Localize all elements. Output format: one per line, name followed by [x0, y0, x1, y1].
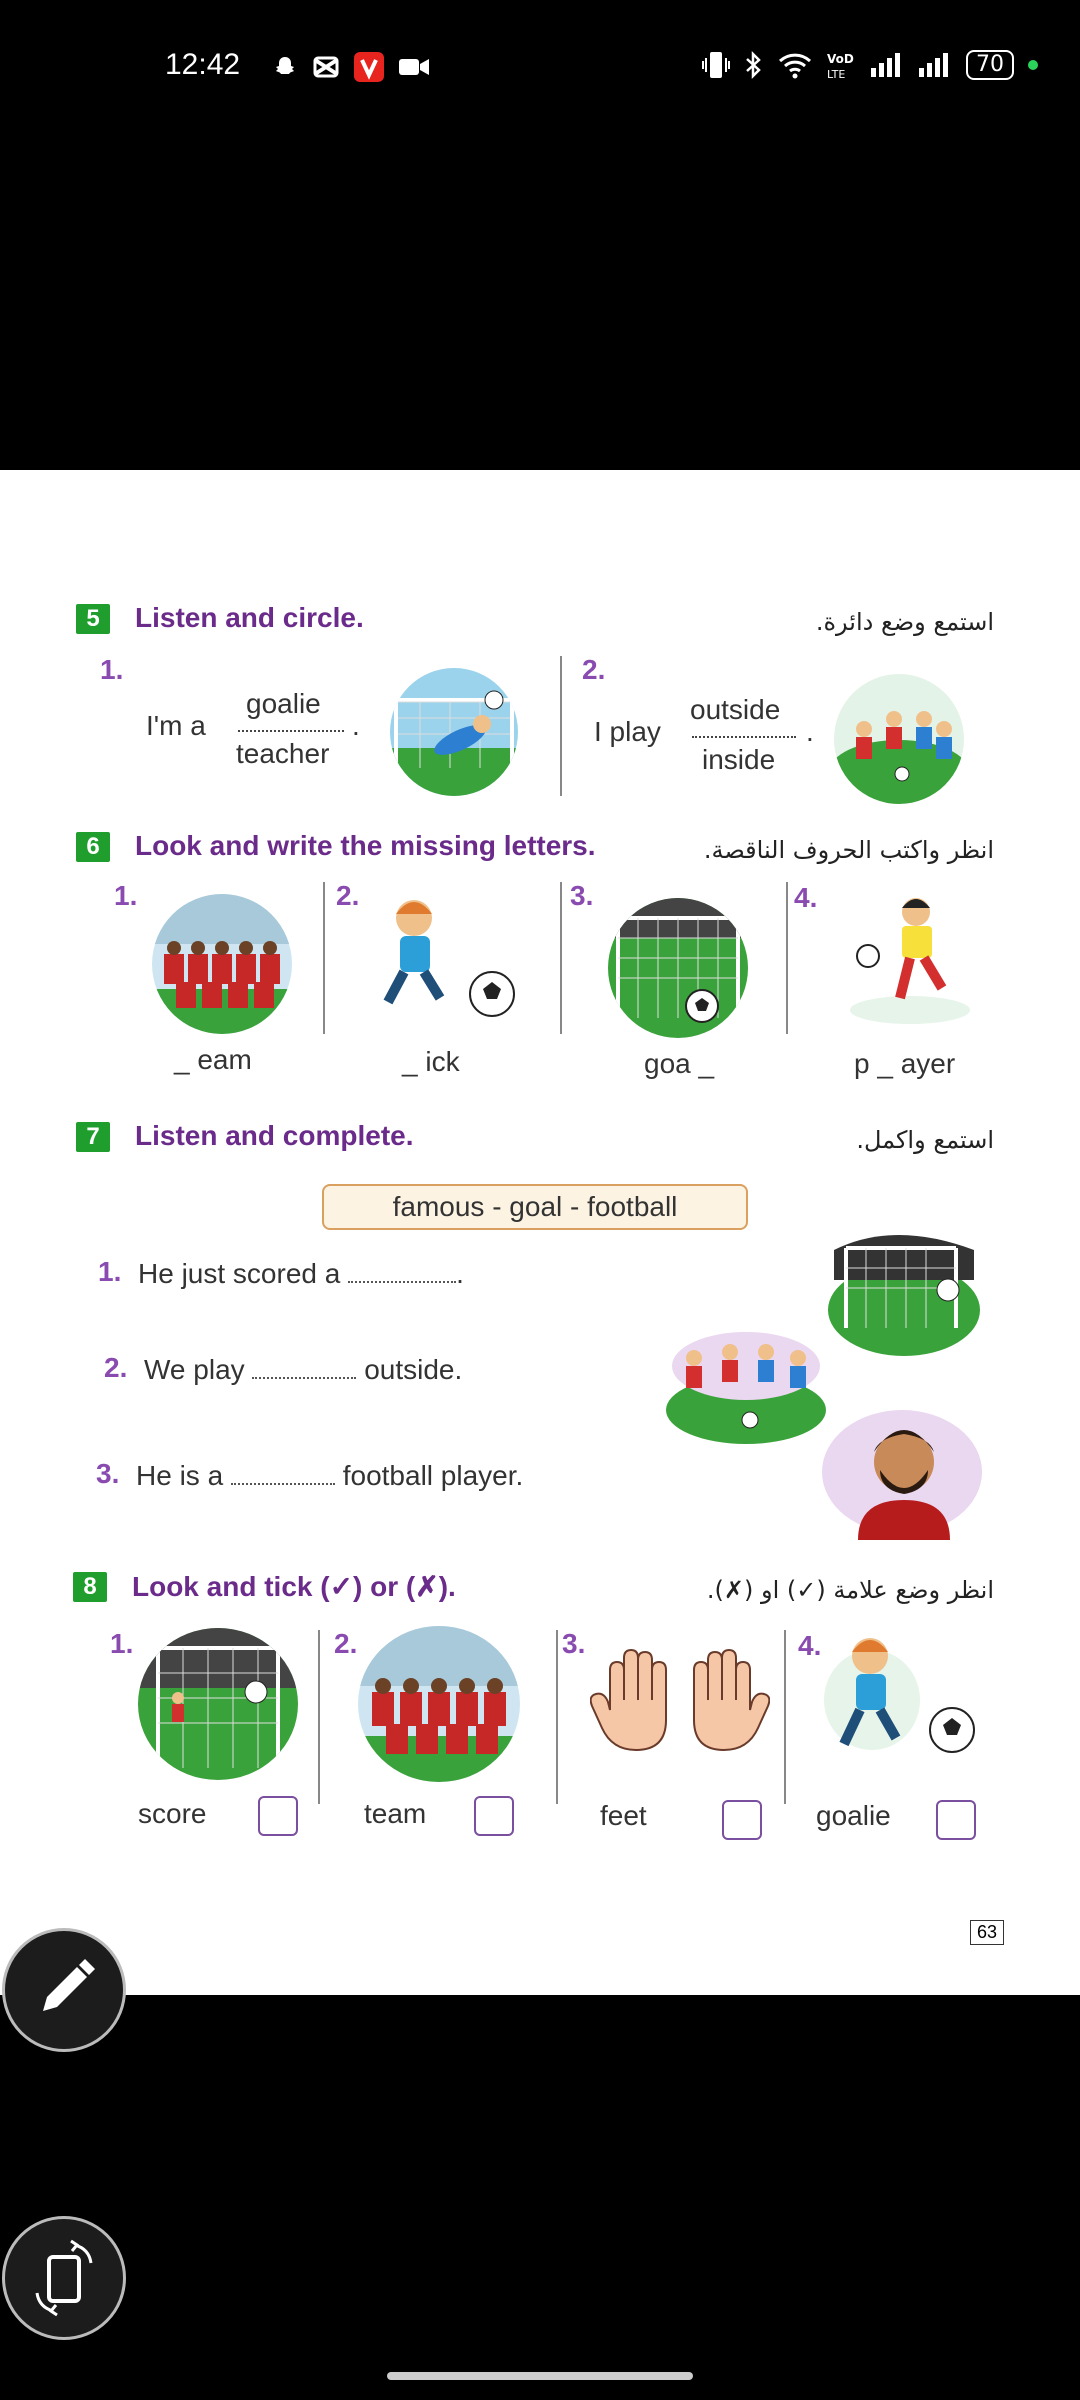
- s7-sentence-3-text: He is a football player.: [136, 1460, 524, 1491]
- kids-playing-football-image: [834, 674, 964, 804]
- page-number: 63: [970, 1920, 1004, 1945]
- svg-text:LTE: LTE: [827, 68, 846, 80]
- battery-indicator: 70: [966, 50, 1014, 80]
- wifi-icon: [778, 51, 812, 79]
- s8-item-4-word: goalie: [816, 1800, 891, 1831]
- status-right: [702, 50, 1038, 80]
- status-bar: [0, 0, 1080, 140]
- signal-icon: [918, 52, 952, 78]
- section-5-arabic: استمع وضع دائرة.: [815, 608, 994, 636]
- bluetooth-icon: [744, 50, 764, 80]
- football-player-portrait-image: [822, 1404, 982, 1540]
- section-7-arabic: استمع واكمل.: [856, 1126, 994, 1154]
- s8-item-2-num: 2.: [334, 1628, 358, 1659]
- s5-item-2-option-top[interactable]: outside: [690, 694, 781, 725]
- section-6-title: Look and write the missing letters.: [135, 830, 596, 861]
- privacy-dot: [1028, 60, 1038, 70]
- s5-item-1-line: [238, 730, 344, 732]
- boy-kicking-image-2: [822, 1630, 982, 1770]
- section-8-arabic: انظر وضع علامة (✓) او (✗).: [706, 1576, 994, 1604]
- s7-sentence-1-text: He just scored a .: [138, 1258, 464, 1289]
- s8-item-1-tickbox[interactable]: [258, 1796, 298, 1836]
- s8-item-4-tickbox[interactable]: [936, 1800, 976, 1840]
- volte-icon: [826, 50, 856, 80]
- section-5-title: Listen and circle.: [135, 602, 364, 633]
- s7-sentence-2-text: We play outside.: [144, 1354, 463, 1385]
- player-juggling-image: [840, 892, 980, 1032]
- s8-item-3-num: 3.: [562, 1628, 586, 1659]
- team-photo-image-2: [358, 1626, 520, 1782]
- video-icon: [398, 56, 430, 78]
- goalie-diving-image: [390, 668, 518, 796]
- workbook-page[interactable]: 5 Listen and circle. استمع وضع دائرة. 1. I'm a goalie teacher . 2. I play outside inside . 6 Look and write the missing letters. انظر واكتب الحروف الناقصة. 1. _ eam 2. _ ick 3. goa _ 4. p _ ayer 7 Listen and complete. استمع واكمل. famous - goal - football 1. He just scored a . 2. We play outside. 3. He is a football player. 8 Look and tick (✓) or (✗). انظر وضع علامة (✓) او (✗). 1. score 2. team 3. feet 4. goalie 63: [0, 470, 1080, 1995]
- section-8-title: Look and tick (✓) or (✗).: [132, 1571, 456, 1602]
- section-7-number: 7: [76, 1122, 110, 1152]
- section-5-number: 5: [76, 604, 110, 634]
- home-indicator[interactable]: [387, 2372, 693, 2380]
- hands-image: [590, 1640, 770, 1770]
- word-bank: famous - goal - football: [322, 1184, 748, 1230]
- s8-item-1-num: 1.: [110, 1628, 134, 1659]
- status-time: 12:42: [165, 48, 241, 81]
- rotate-screen-button[interactable]: [2, 2216, 126, 2340]
- goal-score-image: [138, 1628, 298, 1780]
- s6-item-2-word: _ ick: [402, 1046, 460, 1077]
- s5-item-1-num: 1.: [100, 654, 124, 685]
- s6-item-4-word: p _ ayer: [854, 1048, 956, 1079]
- s5-item-2-prefix: I play: [594, 716, 661, 747]
- s5-item-1-prefix: I'm a: [146, 710, 206, 741]
- s5-item-2-num: 2.: [582, 654, 606, 685]
- s6-item-2-num: 2.: [336, 880, 360, 911]
- boy-kicking-image: [362, 894, 522, 1024]
- v-app-icon: [354, 52, 384, 82]
- s7-sentence-1-num: 1.: [98, 1256, 122, 1287]
- section-6-arabic: انظر واكتب الحروف الناقصة.: [703, 836, 994, 864]
- s5-item-1-option-top[interactable]: goalie: [246, 688, 321, 719]
- notification-icons: [272, 52, 430, 82]
- section-6-number: 6: [76, 832, 110, 862]
- s8-item-1-word: score: [138, 1798, 207, 1829]
- s8-item-3-tickbox[interactable]: [722, 1800, 762, 1840]
- s6-item-3-num: 3.: [570, 880, 594, 911]
- vibrate-icon: [702, 50, 730, 80]
- s6-item-1-word: _ eam: [174, 1044, 252, 1075]
- goal-net-image: [608, 898, 748, 1038]
- s6-item-1-num: 1.: [114, 880, 138, 911]
- s8-item-2-word: team: [364, 1798, 427, 1829]
- s6-item-3-word: goa _: [644, 1048, 715, 1079]
- s8-item-2-tickbox[interactable]: [474, 1796, 514, 1836]
- goal-celebration-image: [826, 1220, 982, 1360]
- team-photo-image: [152, 894, 292, 1034]
- section-7-title: Listen and complete.: [135, 1120, 414, 1151]
- s7-sentence-2-blank[interactable]: [252, 1357, 356, 1379]
- snapchat-icon: [272, 54, 298, 80]
- s8-item-3-word: feet: [600, 1800, 647, 1831]
- s5-item-2-option-bottom[interactable]: inside: [702, 744, 776, 775]
- s7-sentence-1-blank[interactable]: [348, 1261, 456, 1283]
- edit-button[interactable]: [2, 1928, 126, 2052]
- s5-item-2-line: [692, 736, 796, 738]
- s6-item-4-num: 4.: [794, 882, 818, 913]
- svg-text:VoD: VoD: [827, 52, 854, 66]
- s7-sentence-2-num: 2.: [104, 1352, 128, 1383]
- capcut-icon: [312, 54, 340, 80]
- s5-item-1-option-bottom[interactable]: teacher: [236, 738, 330, 769]
- pencil-icon: [5, 1931, 123, 2049]
- s7-sentence-3-blank[interactable]: [231, 1463, 335, 1485]
- signal-icon: [870, 52, 904, 78]
- rotate-icon: [5, 2219, 123, 2337]
- section-8-number: 8: [73, 1572, 107, 1602]
- s8-item-4-num: 4.: [798, 1630, 822, 1661]
- s7-sentence-3-num: 3.: [96, 1458, 120, 1489]
- kids-match-image: [666, 1316, 826, 1446]
